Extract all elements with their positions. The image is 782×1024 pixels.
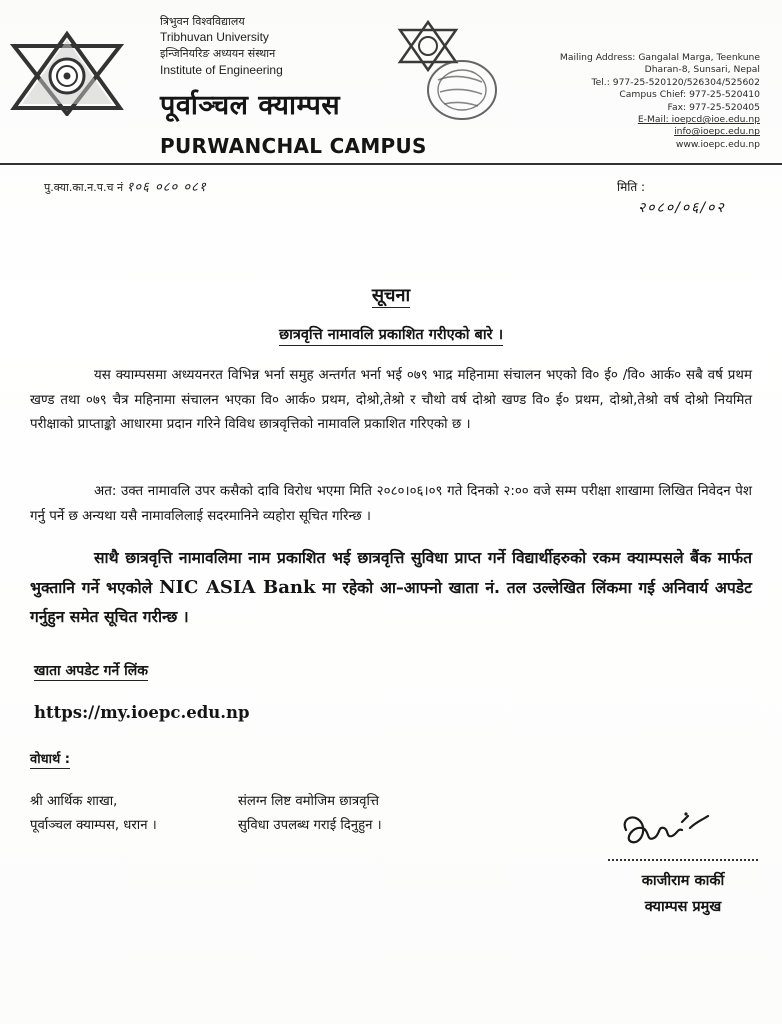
signer-designation: क्याम्पस प्रमुख — [644, 899, 722, 915]
handwritten-signature-icon — [612, 800, 722, 860]
tribhuvan-university-logo-icon — [8, 30, 126, 116]
contact-line: Mailing Address: Gangalal Marga, Teenkune — [559, 52, 760, 63]
signature-line — [608, 859, 758, 861]
notice-paragraph-1: यस क्याम्पसमा अध्ययनरत विभिन्न भर्ना समुह अन्तर्गत भर्ना भई ०७९ भाद्र महिनामा संचालन भएको वि० ई० /वि० आर्क० सबै वर्ष प्रथम खण्ड तथा ०७९ चैत्र महिनामा संचालन भएका वि० आर्क० प्रथम, दोश्रो,तेश्रो र चौथो वर्ष दोश्रो खण्ड वि० ई० प्रथम, दोश्रो,तेश्रो वर्ष दोश्रो नियमित परीक्षाको प्राप्ताङ्को आधारमा प्रदान गरिने विविध छात्रवृत्तिको नामावलि प्रकाशित गरिएको छ । — [30, 368, 752, 432]
signer-name: काजीराम कार्की — [641, 873, 725, 889]
campus-name-en: PURWANCHAL CAMPUS — [160, 134, 427, 158]
addressee: श्री आर्थिक शाखा, पूर्वाञ्चल क्याम्पस, धरान । — [30, 794, 157, 833]
header-divider — [0, 163, 782, 165]
reference-number — [44, 177, 207, 195]
campus-seal-stamp-icon — [388, 18, 500, 124]
contact-line: Tel.: 977-25-520120/526304/525602 — [591, 76, 760, 88]
date-value: २०८०/०६/०२ — [638, 200, 726, 216]
for-information-label: वोधार्थ : — [30, 752, 70, 767]
reference-value: १०६ ०८० ०८१ — [126, 180, 207, 195]
institute-name-np: इन्जिनियरिङ अध्ययन संस्थान — [160, 47, 276, 60]
contact-website-link[interactable]: www.ioepc.edu.np — [675, 138, 760, 150]
university-name-np: त्रिभुवन विश्वविद्यालय — [160, 15, 245, 28]
account-update-link[interactable]: https://my.ioepc.edu.np — [34, 703, 250, 722]
contact-line: Dharan-8, Sunsari, Nepal — [644, 64, 760, 76]
notice-paragraph-3: साथै छात्रवृत्ति नामावलिमा नाम प्रकाशित भई छात्रवृत्ति सुविधा प्राप्त गर्ने विद्यार्थीहरुको रकम क्याम्पसले बैंक मार्फत भुक्तानि गर्ने भएकोले NIC ASIA Bank मा रहेको आ–आफ्नो खाता नं. तल उल्लेखित लिंकमा गई अनिवार्य अपडेट गर्नुहुन समेत सूचित गरीन्छ । — [30, 549, 752, 626]
account-update-link-label: खाता अपडेट गर्ने लिंक — [34, 663, 149, 679]
campus-name-np: पूर्वाञ्चल क्याम्पस — [160, 90, 341, 121]
contact-line: Campus Chief: 977-25-520410 — [619, 89, 760, 101]
bank-name: NIC ASIA Bank — [159, 577, 316, 598]
notice-subject: छात्रवृत्ति नामावलि प्रकाशित गरीएको बारे । — [0, 324, 782, 344]
addressee-instruction: संलग्न लिष्ट वमोजिम छात्रवृत्ति सुविधा उपलब्ध गराई दिनुहुन । — [238, 794, 382, 833]
contact-block — [520, 52, 760, 151]
contact-line: Fax: 977-25-520405 — [667, 101, 760, 113]
institute-name-en: Institute of Engineering — [160, 63, 283, 77]
notice-paragraph-2: अत: उक्त नामावलि उपर कसैको दावि विरोध भएमा मिति २०८०।०६।०९ गते दिनको २:०० वजे सम्म परीक्षा शाखामा लिखित निवेदन पेश गर्नु पर्ने छ अन्यथा यसै नामावलिलाई सदरमानिने व्यहोरा सूचित गरिन्छ । — [30, 484, 752, 524]
signer-block — [608, 868, 758, 920]
contact-email-link[interactable]: E-Mail: ioepcd@ioe.edu.np — [637, 114, 760, 126]
reference-label: पु.क्या.का.न.प.च नं — [44, 181, 124, 194]
university-name-en: Tribhuvan University — [160, 30, 269, 44]
contact-email-link[interactable]: info@ioepc.edu.np — [674, 126, 760, 138]
notice-title: सूचना — [371, 285, 411, 306]
date-label: मिति : — [617, 180, 646, 194]
